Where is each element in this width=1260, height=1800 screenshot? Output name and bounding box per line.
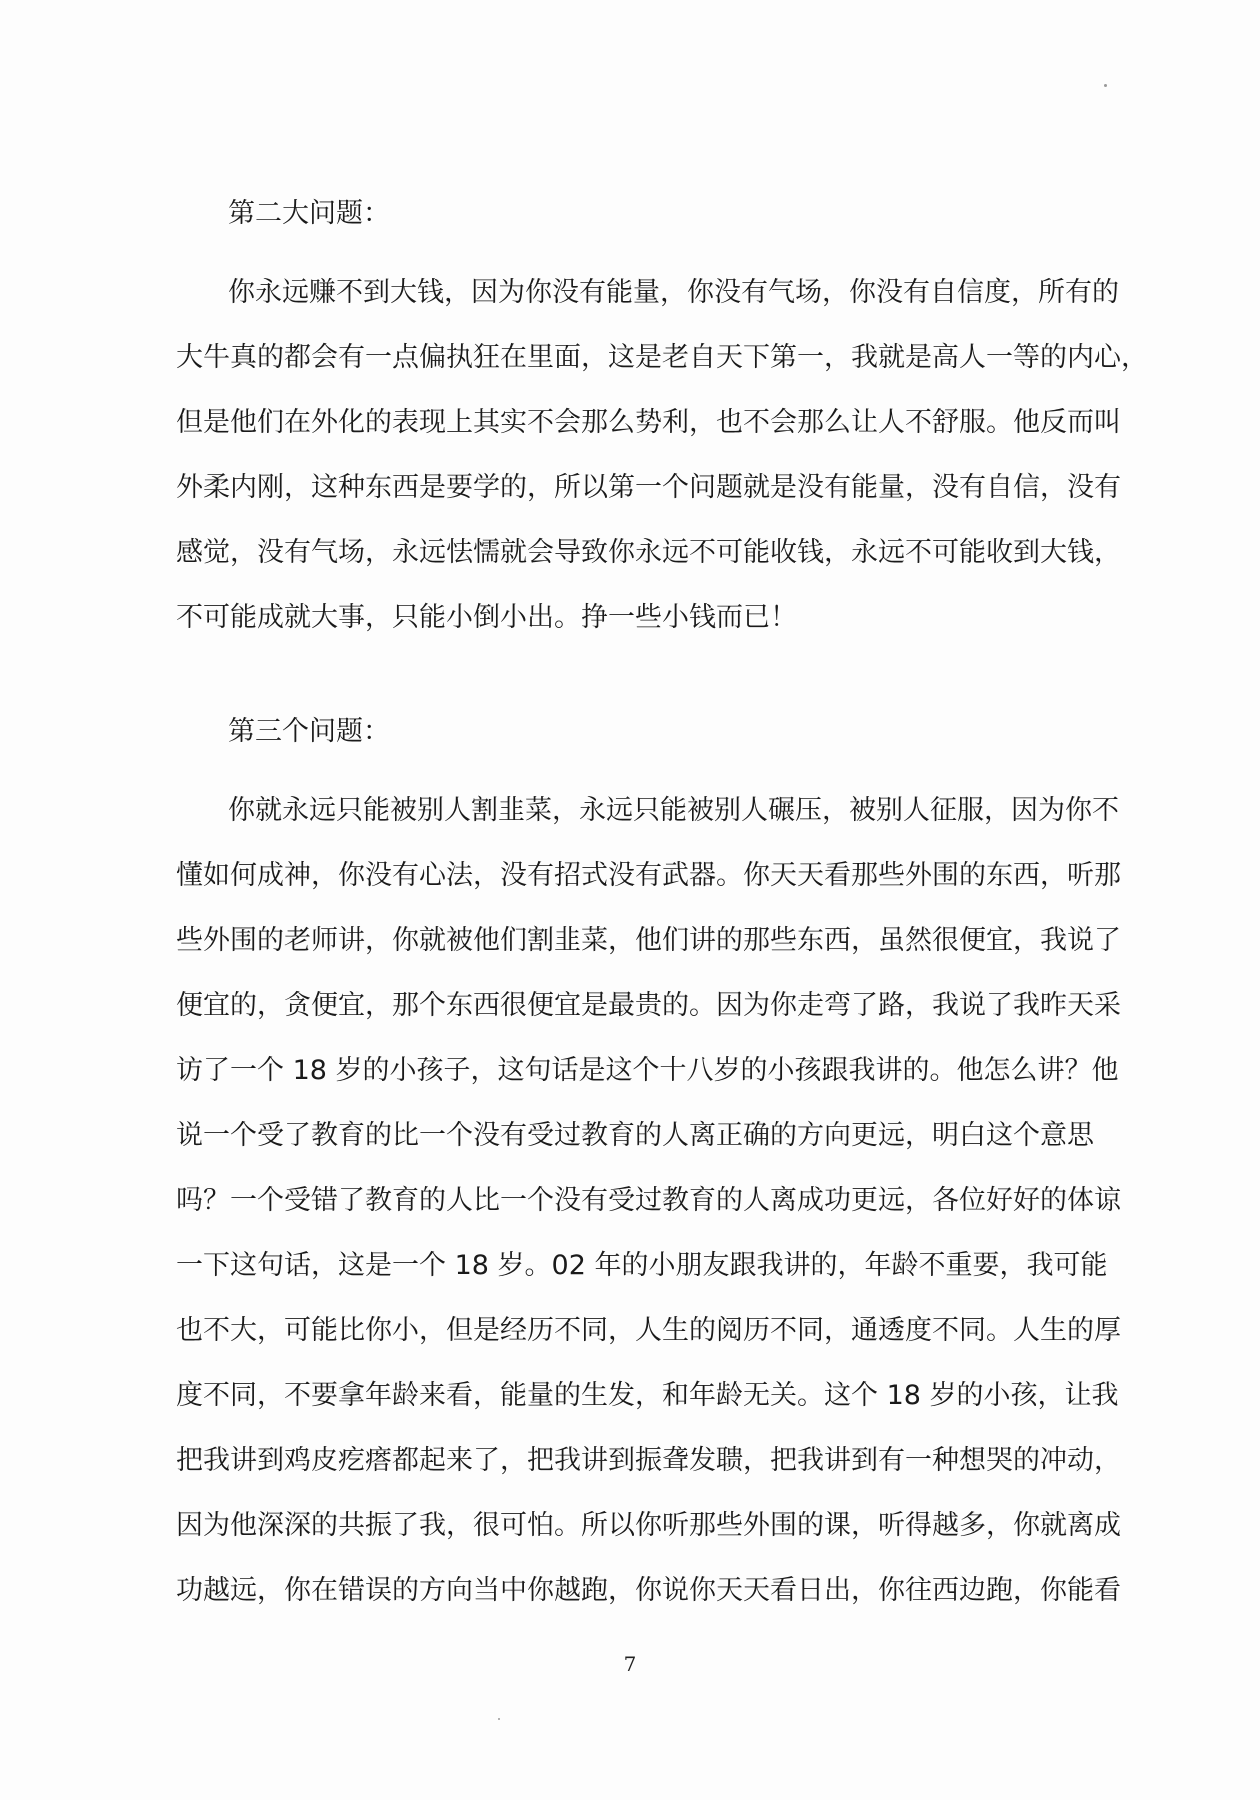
paragraph-line: 感觉，没有气场，永远怯懦就会导致你永远不可能收钱，永远不可能收到大钱，	[176, 537, 1121, 568]
paragraph-line: 功越远，你在错误的方向当中你越跑，你说你天天看日出，你往西边跑，你能看	[176, 1575, 1121, 1606]
paragraph-line: 吗？一个受错了教育的人比一个没有受过教育的人离成功更远，各位好好的体谅	[176, 1185, 1121, 1216]
page-number: 7	[623, 1652, 637, 1676]
paragraph-line: 你永远赚不到大钱，因为你没有能量，你没有气场，你没有自信度，所有的	[228, 277, 1119, 308]
paragraph-line: 便宜的，贪便宜，那个东西很便宜是最贵的。因为你走弯了路，我说了我昨天采	[176, 990, 1121, 1021]
paragraph-line: 因为他深深的共振了我，很可怕。所以你听那些外围的课，听得越多，你就离成	[176, 1510, 1121, 1541]
section-third-problem	[176, 710, 1121, 1623]
paragraph-line: 把我讲到鸡皮疙瘩都起来了，把我讲到振聋发聩，把我讲到有一种想哭的冲动，	[176, 1445, 1121, 1476]
section-second-problem	[176, 192, 1148, 650]
paragraph-line: 懂如何成神，你没有心法，没有招式没有武器。你天天看那些外围的东西，听那	[176, 860, 1121, 891]
section-heading: 第三个问题：	[228, 716, 390, 747]
paragraph-line: 大牛真的都会有一点偏执狂在里面，这是老自天下第一，我就是高人一等的内心，	[176, 342, 1148, 373]
paragraph-line: 你就永远只能被别人割韭菜，永远只能被别人碾压，被别人征服，因为你不	[228, 795, 1119, 826]
paragraph-line: 说一个受了教育的比一个没有受过教育的人离正确的方向更远，明白这个意思	[176, 1120, 1094, 1151]
paragraph-line: 访了一个 18 岁的小孩子，这句话是这个十八岁的小孩跟我讲的。他怎么讲？他	[176, 1055, 1119, 1086]
paragraph-line: 一下这句话，这是一个 18 岁。02 年的小朋友跟我讲的，年龄不重要，我可能	[176, 1250, 1108, 1281]
paragraph-line: 度不同，不要拿年龄来看，能量的生发，和年龄无关。这个 18 岁的小孩，让我	[176, 1380, 1119, 1411]
section-heading: 第二大问题：	[228, 198, 390, 229]
paragraph-line: 些外围的老师讲，你就被他们割韭菜，他们讲的那些东西，虽然很便宜，我说了	[176, 925, 1121, 956]
scan-speck	[498, 1718, 500, 1720]
paragraph-line: 外柔内刚，这种东西是要学的，所以第一个问题就是没有能量，没有自信，没有	[176, 472, 1121, 503]
paragraph-line: 也不大，可能比你小，但是经历不同，人生的阅历不同，通透度不同。人生的厚	[176, 1315, 1121, 1346]
paragraph-line: 但是他们在外化的表现上其实不会那么势利，也不会那么让人不舒服。他反而叫	[176, 407, 1121, 438]
scan-speck	[1104, 84, 1107, 87]
paragraph-line: 不可能成就大事，只能小倒小出。挣一些小钱而已！	[176, 602, 797, 633]
